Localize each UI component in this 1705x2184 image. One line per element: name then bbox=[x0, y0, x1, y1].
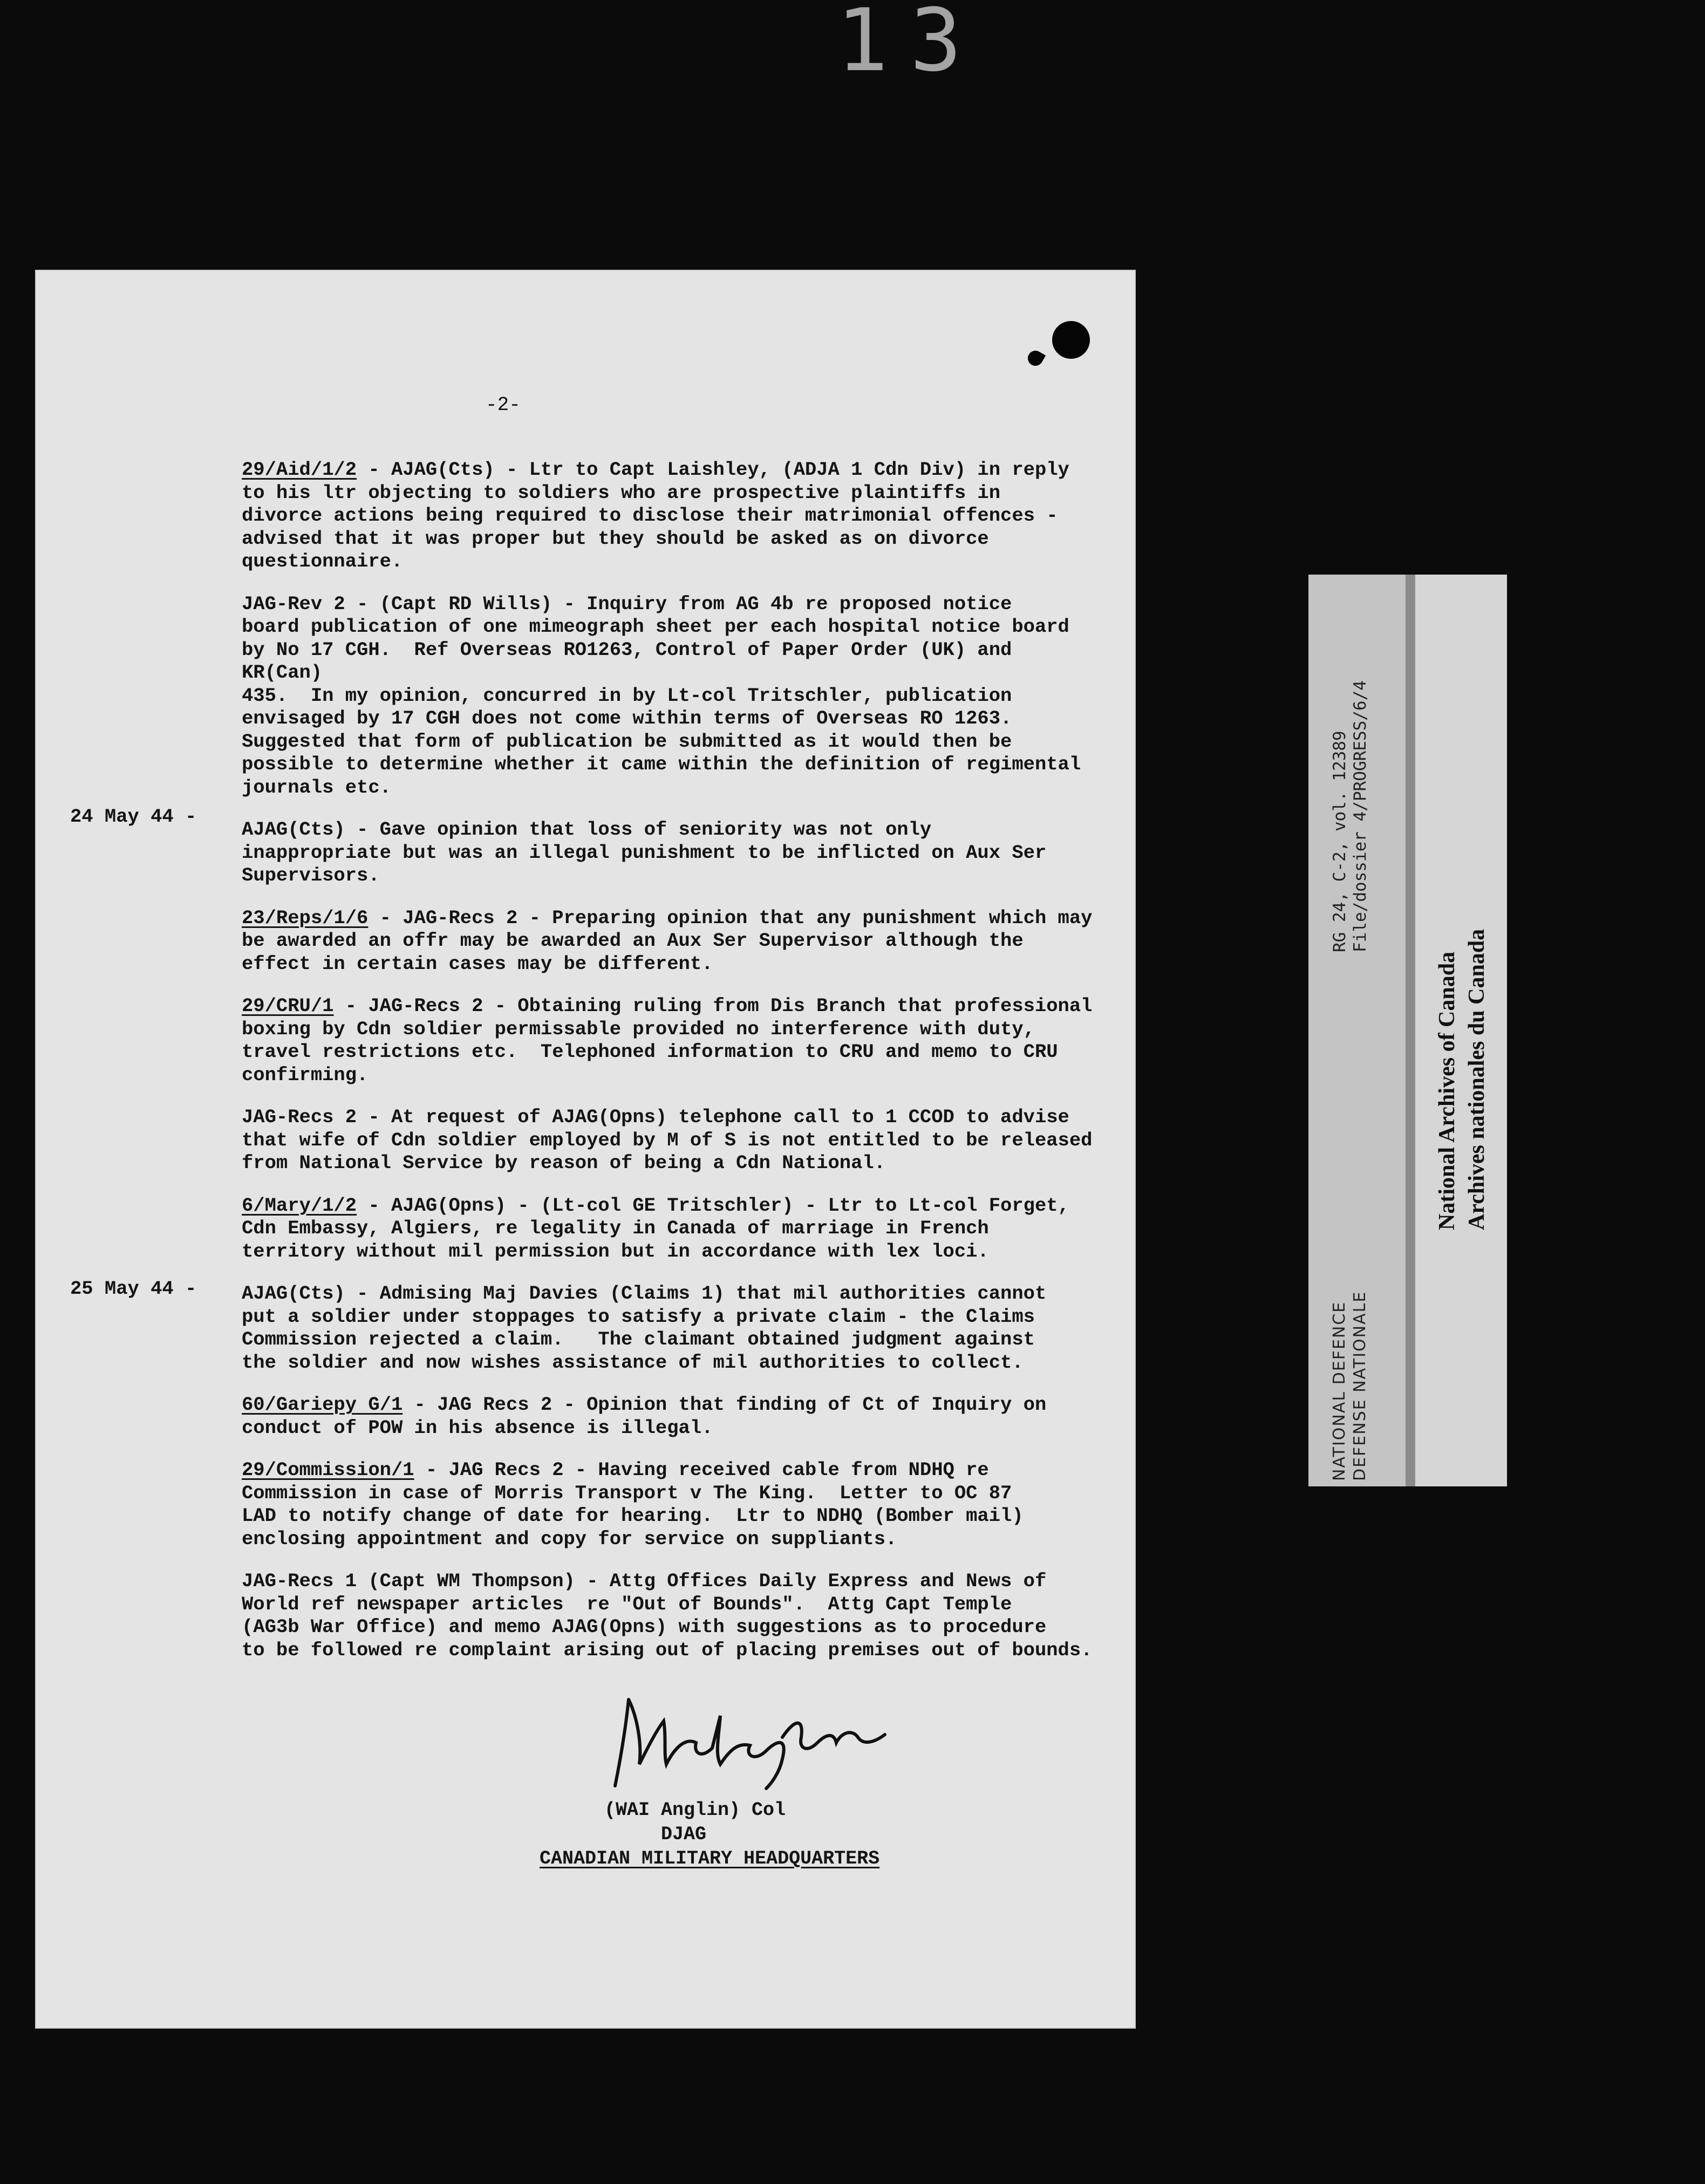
stamp-divider bbox=[1406, 575, 1415, 1486]
entry-date: 25 May 44 - bbox=[70, 1278, 197, 1300]
file-reference: 23/Reps/1/6 bbox=[242, 906, 369, 929]
signatory-title: DJAG bbox=[661, 1824, 707, 1845]
stamp-archives-panel bbox=[1415, 575, 1507, 1486]
entry-text: JAG-Rev 2 - (Capt RD Wills) - Inquiry from AG 4b re proposed notice board publication of one mimeograph sheet per each hospital notice board by No 17 CGH. Ref Overseas RO1263, Control of Paper Order (UK) and KR(Can) 435. In my opinion, concurred in by Lt-col Tritschler, publication envisaged by 17 CGH does not come within terms of Overseas RO 1263. Suggested that form of publication be submitted as it would then be possible to determine whether it came within the definition of regimental journals etc. bbox=[242, 592, 1081, 798]
log-entry bbox=[242, 907, 1094, 976]
page-number: -2- bbox=[486, 394, 521, 416]
frame-number: 13 bbox=[836, 0, 984, 91]
handwritten-signature bbox=[604, 1683, 906, 1791]
entry-date: 24 May 44 - bbox=[70, 806, 197, 828]
punch-hole-mark bbox=[1052, 321, 1090, 359]
entry-text: JAG-Recs 1 (Capt WM Thompson) - Attg Offices Daily Express and News of World ref newspaper articles re "Out of Bounds". Attg Capt Temple (AG3b War Office) and memo AJAG(Opns) with suggestions as to procedure to be followed re complaint arising out of placing premises out of bounds. bbox=[242, 1570, 1093, 1661]
archive-stamp bbox=[1308, 575, 1507, 1486]
file-reference: 60/Gariepy G/1 bbox=[242, 1394, 403, 1416]
entry-text: - JAG-Recs 2 - Obtaining ruling from Dis Branch that professional boxing by Cdn soldier permissable provided no interference with duty, travel restrictions etc. Telephoned information to CRU and memo to CRU confirming. bbox=[242, 995, 1093, 1086]
log-entries bbox=[242, 459, 1094, 1681]
signature-block bbox=[540, 1683, 960, 1883]
entry-text: JAG-Recs 2 - At request of AJAG(Opns) telephone call to 1 CCOD to advise that wife of Cdn soldier employed by M of S is not entitled to be released from National Service by reason of being a Cdn National. bbox=[242, 1106, 1093, 1174]
archives-name-en: National Archives of Canada bbox=[1435, 951, 1460, 1230]
archive-reference: RG 24, C-2, vol. 12389 bbox=[1330, 731, 1349, 952]
file-reference: 29/CRU/1 bbox=[242, 995, 334, 1017]
department-name-fr: DEFENSE NATIONALE bbox=[1351, 1291, 1369, 1481]
log-entry bbox=[242, 1570, 1094, 1662]
archives-name-fr: Archives nationales du Canada bbox=[1464, 929, 1489, 1230]
signatory-name: (WAI Anglin) Col bbox=[604, 1799, 786, 1821]
stamp-reference-panel bbox=[1308, 575, 1406, 1486]
log-entry bbox=[242, 1106, 1094, 1175]
log-entry bbox=[242, 459, 1094, 574]
entry-text: - AJAG(Cts) - Ltr to Capt Laishley, (ADJA 1 Cdn Div) in reply to his ltr objecting to soldiers who are prospective plaintiffs in divorce actions being required to disclose their matrimonial offences - advised that it was proper but they should be asked as on divorce questionnaire. bbox=[242, 459, 1069, 572]
log-entry bbox=[242, 818, 1094, 888]
signatory-organization: CANADIAN MILITARY HEADQUARTERS bbox=[540, 1848, 880, 1869]
entry-text: - AJAG(Opns) - (Lt-col GE Tritschler) - Ltr to Lt-col Forget, Cdn Embassy, Algiers, re legality in Canada of marriage in French territory without mil permission but in accordance with lex loci. bbox=[242, 1194, 1069, 1262]
file-reference: 6/Mary/1/2 bbox=[242, 1194, 357, 1217]
archive-file-reference: File/dossier 4/PROGRESS/6/4 bbox=[1351, 680, 1370, 952]
entry-text: - JAG Recs 2 - Opinion that finding of Ct of Inquiry on conduct of POW in his absence is illegal. bbox=[242, 1394, 1047, 1439]
log-entry bbox=[242, 593, 1094, 800]
entry-text: AJAG(Cts) - Admising Maj Davies (Claims 1) that mil authorities cannot put a soldier under stoppages to satisfy a private claim - the Claims Commission rejected a claim. The claimant obtained judgment against the soldier and now wishes assistance of mil authorities to collect. bbox=[242, 1282, 1047, 1374]
entry-text: - JAG Recs 2 - Having received cable from NDHQ re Commission in case of Morris Transport v The King. Letter to OC 87 LAD to notify change of date for hearing. Ltr to NDHQ (Bomber mail) enclosing appointment and copy for service on suppliants. bbox=[242, 1459, 1024, 1550]
file-reference: 29/Aid/1/2 bbox=[242, 459, 357, 481]
log-entry bbox=[242, 995, 1094, 1087]
entry-text: AJAG(Cts) - Gave opinion that loss of seniority was not only inappropriate but was an illegal punishment to be inflicted on Aux Ser Supervisors. bbox=[242, 818, 1047, 886]
entry-text: - JAG-Recs 2 - Preparing opinion that any punishment which may be awarded an offr may be awarded an Aux Ser Supervisor although the effect in certain cases may be different. bbox=[242, 906, 1093, 975]
log-entry bbox=[242, 1394, 1094, 1439]
file-reference: 29/Commission/1 bbox=[242, 1459, 414, 1481]
log-entry bbox=[242, 1282, 1094, 1374]
log-entry bbox=[242, 1459, 1094, 1551]
log-entry bbox=[242, 1195, 1094, 1264]
department-name-en: NATIONAL DEFENCE bbox=[1330, 1301, 1349, 1481]
